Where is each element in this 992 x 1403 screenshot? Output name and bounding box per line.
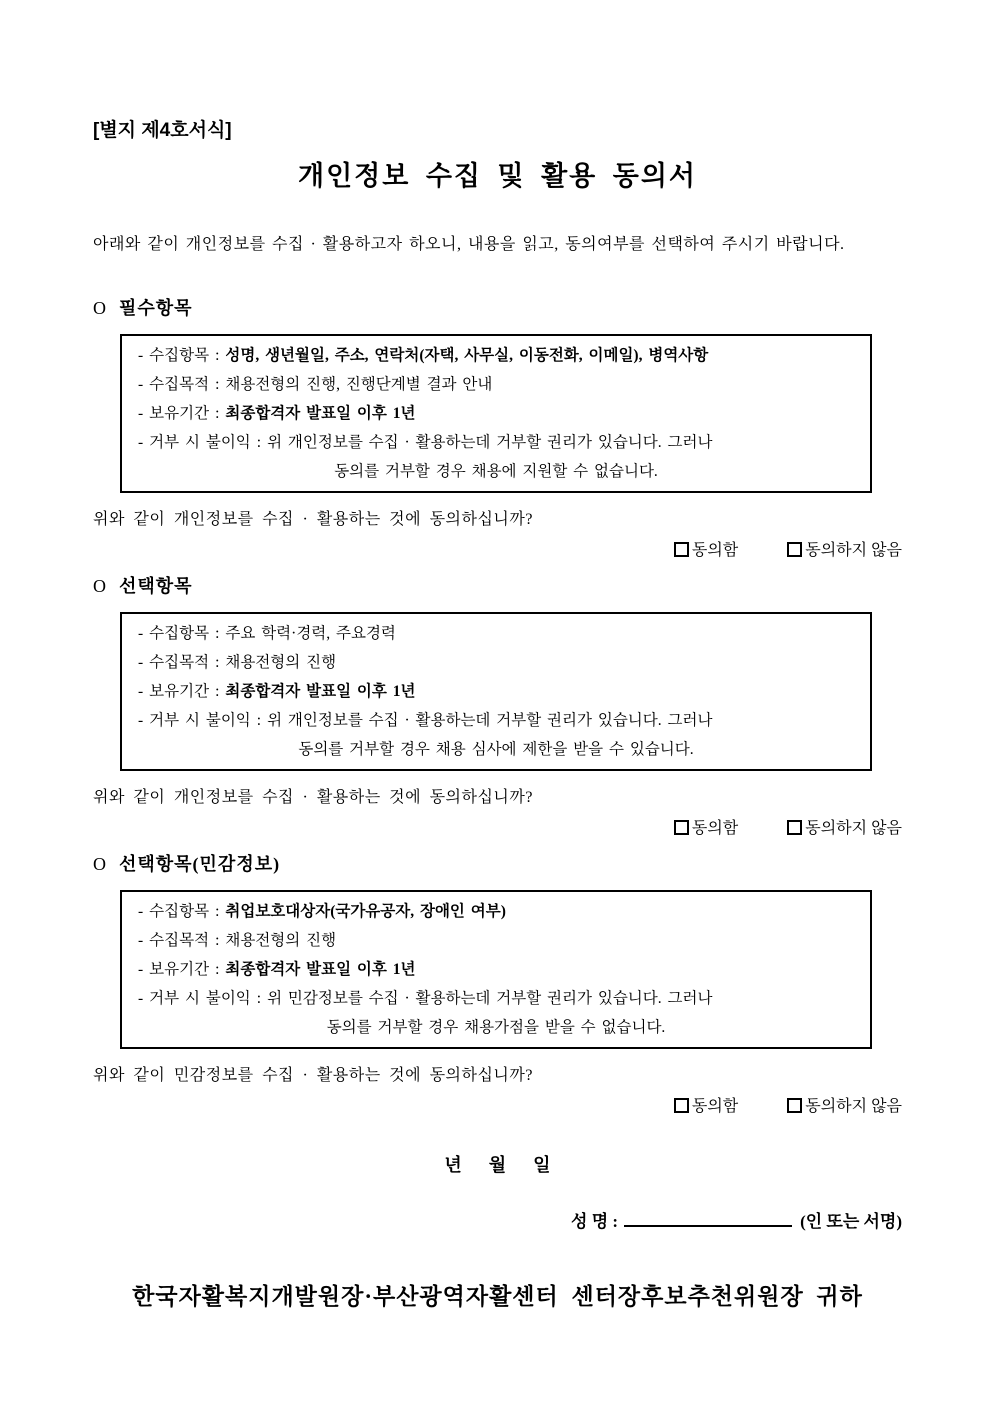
item-value: 주요 학력·경력, 주요경력 xyxy=(225,625,396,642)
consent-option-disagree[interactable] xyxy=(787,815,902,838)
consent-row-optional xyxy=(93,815,902,839)
section-box-optional xyxy=(120,612,872,771)
signature-row xyxy=(93,1207,902,1232)
item-value: 성명, 생년월일, 주소, 연락처(자택, 사무실, 이동전화, 이메일), 병역사항 xyxy=(225,347,709,364)
name-label: 성 명 : xyxy=(571,1212,619,1231)
box-item-collect xyxy=(134,341,858,370)
consent-disagree-label: 동의하지 않음 xyxy=(805,1098,902,1115)
box-item-collect xyxy=(134,619,858,648)
item-value: 채용전형의 진행, 진행단계별 결과 안내 xyxy=(225,376,493,393)
item-value: 채용전형의 진행 xyxy=(225,654,337,671)
box-item-retention xyxy=(134,399,858,428)
section-heading-label: 선택항목(민감정보) xyxy=(119,854,281,874)
consent-row-sensitive xyxy=(93,1093,902,1117)
item-value: 위 개인정보를 수집 · 활용하는데 거부할 권리가 있습니다. 그러나 xyxy=(267,712,713,729)
consent-disagree-label: 동의하지 않음 xyxy=(805,820,902,837)
signature-note: (인 또는 서명) xyxy=(800,1212,902,1231)
checkbox-disagree-icon[interactable] xyxy=(787,1098,802,1113)
consent-option-agree[interactable] xyxy=(674,815,738,838)
consent-agree-label: 동의함 xyxy=(691,820,739,837)
item-colon: : xyxy=(215,932,220,949)
consent-question-required: 위와 같이 개인정보를 수집 · 활용하는 것에 동의하십니까? xyxy=(93,511,533,528)
item-dash: - xyxy=(138,625,144,642)
item-colon: : xyxy=(215,625,220,642)
section-heading-required xyxy=(93,294,902,320)
item-value: 최종합격자 발표일 이후 1년 xyxy=(225,405,416,422)
consent-option-disagree[interactable] xyxy=(787,537,902,560)
item-label: 거부 시 불이익 xyxy=(149,712,251,729)
item-label: 수집목적 xyxy=(149,376,210,393)
consent-question-sensitive: 위와 같이 민감정보를 수집 · 활용하는 것에 동의하십니까? xyxy=(93,1067,533,1084)
box-item-refusal xyxy=(134,428,858,457)
item-dash: - xyxy=(138,376,144,393)
item-label: 거부 시 불이익 xyxy=(149,990,251,1007)
item-dash: - xyxy=(138,683,144,700)
consent-disagree-label: 동의하지 않음 xyxy=(805,542,902,559)
box-item-purpose xyxy=(134,370,858,399)
item-dash: - xyxy=(138,932,144,949)
item-label: 거부 시 불이익 xyxy=(149,434,251,451)
box-item-collect xyxy=(134,897,858,926)
section-box-sensitive xyxy=(120,890,872,1049)
item-label: 보유기간 xyxy=(149,961,210,978)
checkbox-agree-icon[interactable] xyxy=(674,542,689,557)
item-colon: : xyxy=(215,347,220,364)
item-dash: - xyxy=(138,434,144,451)
box-item-retention xyxy=(134,955,858,984)
item-label: 보유기간 xyxy=(149,405,210,422)
item-colon: : xyxy=(215,683,220,700)
box-item-refusal-continued: 동의를 거부할 경우 채용에 지원할 수 없습니다. xyxy=(334,463,658,480)
item-dash: - xyxy=(138,903,144,920)
item-colon: : xyxy=(215,654,220,671)
consent-row-required xyxy=(93,537,902,561)
consent-option-disagree[interactable] xyxy=(787,1093,902,1116)
item-dash: - xyxy=(138,712,144,729)
intro-text: 아래와 같이 개인정보를 수집 · 활용하고자 하오니, 내용을 읽고, 동의여부를 선택하여 주시기 바랍니다. xyxy=(93,236,845,253)
item-colon: : xyxy=(215,376,220,393)
name-blank-field[interactable] xyxy=(624,1209,792,1227)
item-dash: - xyxy=(138,654,144,671)
section-heading-sensitive xyxy=(93,850,902,876)
consent-option-agree[interactable] xyxy=(674,1093,738,1116)
section-heading-optional xyxy=(93,572,902,598)
item-dash: - xyxy=(138,961,144,978)
item-label: 수집항목 xyxy=(149,347,210,364)
item-label: 수집목적 xyxy=(149,654,210,671)
section-bullet: O xyxy=(93,298,107,318)
item-value: 취업보호대상자(국가유공자, 장애인 여부) xyxy=(225,903,506,920)
item-value: 위 민감정보를 수집 · 활용하는데 거부할 권리가 있습니다. 그러나 xyxy=(267,990,713,1007)
checkbox-agree-icon[interactable] xyxy=(674,1098,689,1113)
page-title: 개인정보 수집 및 활용 동의서 xyxy=(298,161,697,191)
item-value: 위 개인정보를 수집 · 활용하는데 거부할 권리가 있습니다. 그러나 xyxy=(267,434,713,451)
box-item-retention xyxy=(134,677,858,706)
item-label: 수집목적 xyxy=(149,932,210,949)
item-dash: - xyxy=(138,990,144,1007)
box-item-purpose xyxy=(134,648,858,677)
recipient-line: 한국자활복지개발원장·부산광역자활센터 센터장후보추천위원장 귀하 xyxy=(132,1284,863,1309)
box-item-refusal xyxy=(134,984,858,1013)
item-colon: : xyxy=(256,990,262,1007)
section-box-required xyxy=(120,334,872,493)
item-dash: - xyxy=(138,347,144,364)
item-colon: : xyxy=(215,961,220,978)
item-value: 채용전형의 진행 xyxy=(225,932,337,949)
item-value: 최종합격자 발표일 이후 1년 xyxy=(225,683,416,700)
consent-agree-label: 동의함 xyxy=(691,1098,739,1115)
checkbox-agree-icon[interactable] xyxy=(674,820,689,835)
section-bullet: O xyxy=(93,576,107,596)
box-item-refusal-continued: 동의를 거부할 경우 채용가점을 받을 수 없습니다. xyxy=(326,1019,666,1036)
consent-agree-label: 동의함 xyxy=(691,542,739,559)
item-label: 수집항목 xyxy=(149,625,210,642)
section-bullet: O xyxy=(93,854,107,874)
form-number: [별지 제4호서식] xyxy=(93,120,232,141)
item-value: 최종합격자 발표일 이후 1년 xyxy=(225,961,416,978)
item-colon: : xyxy=(256,434,262,451)
section-heading-label: 필수항목 xyxy=(119,298,193,318)
date-line: 년 월 일 xyxy=(444,1155,551,1175)
item-label: 수집항목 xyxy=(149,903,210,920)
box-item-purpose xyxy=(134,926,858,955)
consent-option-agree[interactable] xyxy=(674,537,738,560)
item-colon: : xyxy=(256,712,262,729)
item-label: 보유기간 xyxy=(149,683,210,700)
item-colon: : xyxy=(215,903,220,920)
checkbox-disagree-icon[interactable] xyxy=(787,820,802,835)
box-item-refusal xyxy=(134,706,858,735)
box-item-refusal-continued: 동의를 거부할 경우 채용 심사에 제한을 받을 수 있습니다. xyxy=(298,741,694,758)
checkbox-disagree-icon[interactable] xyxy=(787,542,802,557)
consent-question-optional: 위와 같이 개인정보를 수집 · 활용하는 것에 동의하십니까? xyxy=(93,789,533,806)
item-colon: : xyxy=(215,405,220,422)
section-heading-label: 선택항목 xyxy=(119,576,193,596)
item-dash: - xyxy=(138,405,144,422)
